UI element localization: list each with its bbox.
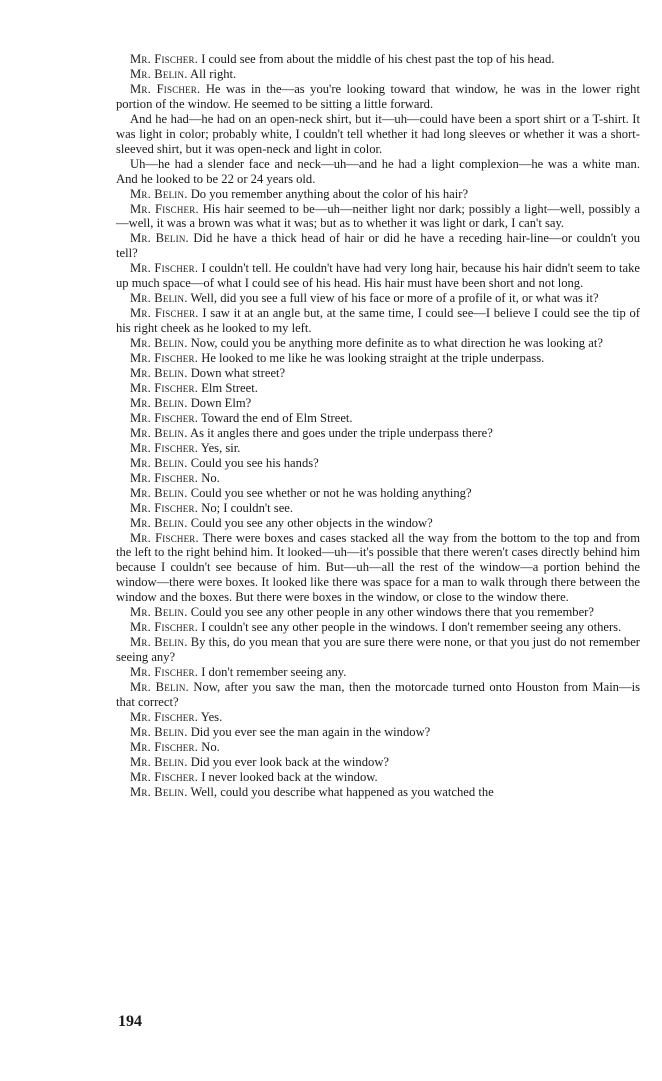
transcript-paragraph — [116, 112, 640, 157]
paragraph-text: And he had—he had on an open-neck shirt, but it—uh—could have been a sport shirt or a T-shirt. It was light in color; probably white, I couldn't tell whether it had long sleeves or whether it was a short-sleeved shirt, but it was open-neck and light in color. — [116, 111, 640, 156]
paragraph-text: No. — [201, 470, 220, 485]
paragraph-text: Down Elm? — [190, 395, 252, 410]
transcript-paragraph — [116, 381, 640, 396]
transcript-paragraph — [116, 411, 640, 426]
paragraph-text: I don't remember seeing any. — [201, 665, 347, 680]
paragraph-text: Uh—he had a slender face and neck—uh—and he had a light complexion—he was a white man. And he looked to be 22 or 24 years old. — [116, 156, 640, 186]
speaker-label: Mr. Fischer. — [130, 769, 199, 784]
speaker-label: Mr. Fischer. — [130, 351, 199, 366]
transcript-paragraph — [116, 635, 640, 665]
speaker-label: Mr. Fischer. — [130, 665, 199, 680]
transcript-paragraph — [116, 725, 640, 740]
transcript-paragraph — [116, 486, 640, 501]
paragraph-text: Elm Street. — [201, 380, 258, 395]
transcript-paragraph — [116, 456, 640, 471]
speaker-label: Mr. Fischer. — [130, 470, 199, 485]
paragraph-text: Do you remember anything about the color of his hair? — [190, 186, 469, 201]
transcript-paragraph — [116, 710, 640, 725]
paragraph-text: I could see from about the middle of his chest past the top of his head. — [201, 52, 555, 66]
speaker-label: Mr. Belin. — [130, 485, 188, 500]
transcript-paragraph — [116, 306, 640, 336]
paragraph-text: I couldn't see any other people in the windows. I don't remember seeing any others. — [201, 620, 622, 635]
speaker-label: Mr. Belin. — [130, 425, 188, 440]
paragraph-text: He looked to me like he was looking straight at the triple underpass. — [201, 351, 545, 366]
paragraph-text: Well, could you describe what happened as you watched the — [190, 784, 494, 799]
paragraph-text: Yes. — [200, 709, 223, 724]
paragraph-text: Well, did you see a full view of his face or more of a profile of it, or what was it? — [190, 291, 599, 306]
paragraph-text: No. — [201, 739, 220, 754]
speaker-label: Mr. Fischer. — [130, 709, 199, 724]
speaker-label: Mr. Fischer. — [130, 410, 199, 425]
transcript-paragraph — [116, 336, 640, 351]
transcript-paragraph — [116, 351, 640, 366]
transcript-paragraph — [116, 396, 640, 411]
transcript-paragraph — [116, 202, 640, 232]
transcript-paragraph — [116, 67, 640, 82]
speaker-label: Mr. Belin. — [130, 455, 188, 470]
speaker-label: Mr. Fischer. — [130, 201, 199, 216]
page-number: 194 — [118, 1013, 142, 1030]
transcript-paragraph — [116, 52, 640, 67]
paragraph-text: By this, do you mean that you are sure there were none, or that you just do not remember seeing any? — [116, 635, 641, 665]
transcript-paragraph — [116, 620, 640, 635]
speaker-label: Mr. Fischer. — [130, 81, 201, 96]
transcript-paragraph — [116, 770, 640, 785]
paragraph-text: Toward the end of Elm Street. — [200, 410, 353, 425]
paragraph-text: Now, after you saw the man, then the motorcade turned onto Houston from Main—is that correct? — [116, 680, 640, 709]
paragraph-text: I never looked back at the window. — [201, 769, 378, 784]
speaker-label: Mr. Belin. — [130, 784, 188, 799]
paragraph-text: Could you see any other objects in the window? — [190, 515, 433, 530]
speaker-label: Mr. Belin. — [130, 635, 188, 650]
speaker-label: Mr. Belin. — [130, 395, 188, 410]
speaker-label: Mr. Belin. — [130, 680, 189, 695]
transcript-paragraph — [116, 426, 640, 441]
speaker-label: Mr. Fischer. — [130, 739, 199, 754]
transcript-paragraph — [116, 755, 640, 770]
transcript-paragraph — [116, 501, 640, 516]
paragraph-text: Could you see any other people in any other windows there that you remember? — [190, 605, 594, 620]
paragraph-text: Did you ever look back at the window? — [190, 754, 389, 769]
transcript-paragraph — [116, 366, 640, 381]
speaker-label: Mr. Fischer. — [130, 52, 199, 66]
speaker-label: Mr. Fischer. — [130, 261, 199, 276]
paragraph-text: All right. — [190, 66, 237, 81]
paragraph-text: Could you see whether or not he was holding anything? — [190, 485, 472, 500]
speaker-label: Mr. Belin. — [130, 336, 188, 351]
transcript-paragraph — [116, 605, 640, 620]
transcript-paragraph — [116, 531, 640, 606]
transcript-paragraph — [116, 231, 640, 261]
speaker-label: Mr. Fischer. — [130, 306, 199, 321]
speaker-label: Mr. Belin. — [130, 366, 188, 381]
paragraph-text: His hair seemed to be—uh—neither light nor dark; possibly a light—well, possibly a—well, it was a brown was what it was; but as to whether it was light or dark, I can't say. — [116, 201, 640, 231]
transcript-paragraph — [116, 441, 640, 456]
paragraph-text: There were boxes and cases stacked all the way from the bottom to the top and from the left to the right behind him. It looked—uh—it's possible that there weren't cases directly behind him because I couldn't see because of him. But—uh—all the rest of the window—a portion behind the window—there were boxes. It looked like there was space for a man to walk through there between the window and the boxes. But there were boxes in the window, or close to the window there. — [116, 530, 640, 605]
transcript-paragraph — [116, 665, 640, 680]
transcript-paragraph — [116, 157, 640, 187]
speaker-label: Mr. Fischer. — [130, 620, 199, 635]
transcript-paragraph — [116, 261, 640, 291]
transcript-paragraph — [116, 680, 640, 710]
speaker-label: Mr. Belin. — [130, 754, 188, 769]
transcript-paragraph — [116, 291, 640, 306]
speaker-label: Mr. Fischer. — [130, 500, 199, 515]
transcript-paragraph — [116, 471, 640, 486]
speaker-label: Mr. Belin. — [130, 515, 188, 530]
speaker-label: Mr. Belin. — [130, 724, 188, 739]
paragraph-text: No; I couldn't see. — [201, 500, 294, 515]
paragraph-text: I couldn't tell. He couldn't have had very long hair, because his hair didn't seem to take up much space—of what I could see of his head. His hair must have been short and not long. — [116, 261, 640, 291]
speaker-label: Mr. Belin. — [130, 605, 188, 620]
speaker-label: Mr. Fischer. — [130, 530, 199, 545]
transcript-paragraph — [116, 187, 640, 202]
speaker-label: Mr. Belin. — [130, 231, 189, 246]
speaker-label: Mr. Fischer. — [130, 380, 199, 395]
paragraph-text: I saw it at an angle but, at the same time, I could see—I believe I could see the tip of his right cheek as he looked to my left. — [116, 306, 640, 336]
paragraph-text: He was in the—as you're looking toward that window, he was in the lower right portion of the window. He seemed to be sitting a little forward. — [116, 81, 640, 111]
speaker-label: Mr. Belin. — [130, 66, 188, 81]
paragraph-text: Yes, sir. — [200, 440, 241, 455]
transcript-paragraph — [116, 785, 640, 800]
paragraph-text: Could you see his hands? — [190, 455, 319, 470]
paragraph-text: Did he have a thick head of hair or did he have a receding hair-line—or couldn't you tell? — [116, 231, 640, 261]
paragraph-text: As it angles there and goes under the triple underpass there? — [190, 425, 493, 440]
speaker-label: Mr. Belin. — [130, 186, 188, 201]
transcript-paragraph — [116, 740, 640, 755]
speaker-label: Mr. Belin. — [130, 291, 188, 306]
paragraph-text: Now, could you be anything more definite as to what direction he was looking at? — [190, 336, 603, 351]
transcript-body — [116, 52, 640, 800]
speaker-label: Mr. Fischer. — [130, 440, 199, 455]
transcript-paragraph — [116, 516, 640, 531]
paragraph-text: Down what street? — [190, 366, 286, 381]
transcript-paragraph — [116, 82, 640, 112]
paragraph-text: Did you ever see the man again in the window? — [190, 724, 431, 739]
